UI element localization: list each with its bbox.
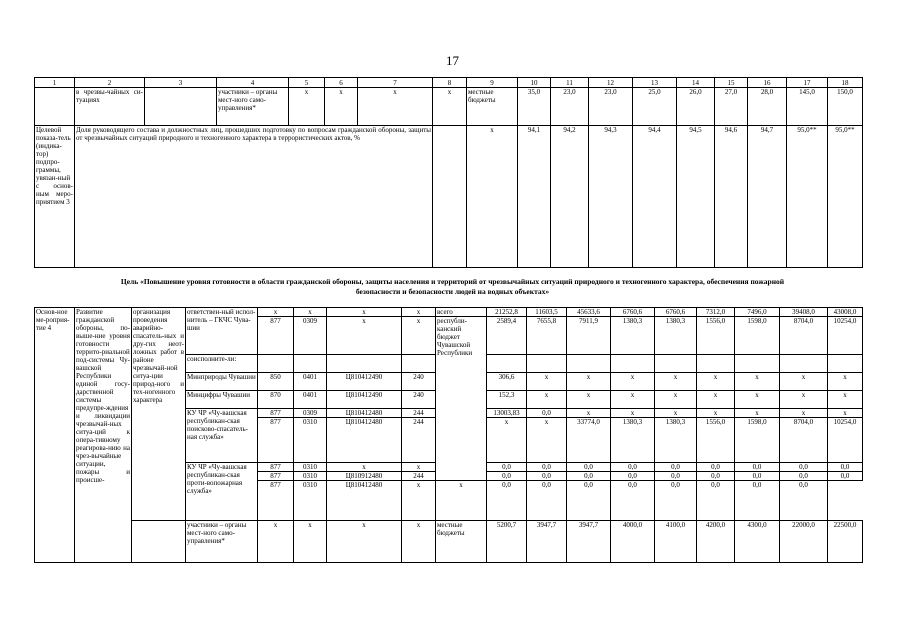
value-cell: 0,0 (780, 463, 828, 472)
column-number: 3 (145, 78, 217, 88)
value-cell: 39408,0 (780, 308, 828, 317)
table-cell: 244 (402, 409, 436, 418)
value-cell: 10254,0 (828, 317, 863, 355)
value-cell: x (735, 373, 780, 391)
value-cell: 8704,0 (780, 418, 828, 463)
value-cell: 94,2 (551, 126, 589, 268)
value-cell: 306,6 (487, 373, 527, 391)
table-row (35, 521, 863, 563)
executor-cell: Минприроды Чувашии (186, 373, 258, 391)
table-cell: 877 (258, 481, 294, 521)
column-number: 14 (677, 78, 715, 88)
value-cell: 0,0 (697, 463, 735, 472)
column-number: 10 (518, 78, 551, 88)
value-cell: 0,0 (655, 463, 697, 472)
value-cell: x (780, 391, 828, 409)
value-cell: 23,0 (589, 88, 633, 126)
table-cell: 850 (258, 373, 294, 391)
funding-source-cell: местные бюджеты (436, 521, 487, 563)
value-cell: x (780, 373, 828, 391)
table-cell: 240 (402, 391, 436, 409)
table-cell: x (327, 317, 402, 355)
column-number: 17 (787, 78, 828, 88)
table-cell: x (467, 126, 518, 268)
table-cell: 877 (258, 409, 294, 418)
table-cell: 0310 (294, 481, 327, 521)
value-cell: 0,0 (527, 463, 567, 472)
value-cell: 1598,0 (735, 418, 780, 463)
value-cell: 150,0 (828, 88, 863, 126)
value-cell: 94,5 (677, 126, 715, 268)
value-cell: 94,6 (715, 126, 748, 268)
table-cell: 244 (402, 472, 436, 481)
value-cell: 3947,7 (527, 521, 567, 563)
value-cell: 6760,6 (655, 308, 697, 317)
table-main-activity-4 (34, 307, 863, 563)
value-cell: 3947,7 (567, 521, 611, 563)
column-number: 8 (433, 78, 467, 88)
value-cell: 0,0 (828, 472, 863, 481)
value-cell: 0,0 (611, 472, 655, 481)
main-activity-title: Развитие гражданской обороны, по-выше-ние уровня готовности террито-риальной под-системы Чу-вашской Республики единой госу-дарственной системы предупре-ждения и ликвидации чрезвычай-ных ситуа-ций к опера-тивному реагирова-нию на чрез-вычайные ситуации, пожары и происше- (75, 308, 132, 563)
table-row (35, 126, 863, 268)
value-cell: x (655, 373, 697, 391)
value-cell: 25,0 (633, 88, 677, 126)
value-cell: 152,3 (487, 391, 527, 409)
value-cell: 94,3 (589, 126, 633, 268)
value-cell: x (735, 409, 780, 418)
table-cell: 0401 (294, 373, 327, 391)
column-number: 11 (551, 78, 589, 88)
table-cell: 0310 (294, 463, 327, 472)
table-cell: Ц810412480 (327, 409, 402, 418)
value-cell: x (735, 391, 780, 409)
value-cell: 0,0 (487, 481, 527, 521)
table-cell: x (294, 308, 327, 317)
value-cell: 0,0 (487, 472, 527, 481)
value-cell: 1556,0 (697, 317, 735, 355)
table-cell: Ц810412490 (327, 391, 402, 409)
value-cell: 10254,0 (828, 418, 863, 463)
value-cell: x (567, 391, 611, 409)
table-cell: 0309 (294, 317, 327, 355)
executor-cell: ответствен-ный испол-нитель – ГКЧС Чува-шии (186, 308, 258, 355)
indicator-label-cell: Целевой показа-тель (индика-тор) подпро-граммы, увязан-ный с основ-ным меро-приятием 3 (35, 126, 75, 268)
value-cell: 26,0 (677, 88, 715, 126)
value-cell: 0,0 (697, 481, 735, 521)
value-cell: 0,0 (611, 463, 655, 472)
value-cell: 0,0 (567, 472, 611, 481)
value-cell: x (697, 373, 735, 391)
value-cell: x (697, 409, 735, 418)
table-cell: x (325, 88, 358, 126)
value-cell: 45633,6 (567, 308, 611, 317)
table-cell: x (402, 521, 436, 563)
goal-heading: Цель «Повышение уровня готовности в области гражданской обороны, защиты населения и территорий от чрезвычайных ситуаций природного и техногенного характера, обеспечения пожарной безопасности и безопасности людей на водных объектах» (120, 277, 785, 296)
table-cell: x (258, 308, 294, 317)
table-row (35, 88, 863, 126)
value-cell: 95,0** (828, 126, 863, 268)
value-cell: 6760,6 (611, 308, 655, 317)
table-cell: 0310 (294, 418, 327, 463)
value-cell: 0,0 (655, 472, 697, 481)
value-cell: 7911,9 (567, 317, 611, 355)
value-cell: 0,0 (697, 472, 735, 481)
table-cell: 877 (258, 463, 294, 472)
table-cell: x (289, 88, 325, 126)
value-cell: 1380,3 (655, 317, 697, 355)
value-cell: x (527, 391, 567, 409)
value-cell: 94,1 (518, 126, 551, 268)
funding-source-cell: местные бюджеты (467, 88, 518, 126)
table-cell: 0310 (294, 472, 327, 481)
value-cell: x (487, 418, 527, 463)
table-row (35, 308, 863, 317)
value-cell: 22000,0 (780, 521, 828, 563)
value-cell: 33774,0 (567, 418, 611, 463)
value-cell: 7496,0 (735, 308, 780, 317)
executor-cell: КУ ЧР «Чу-вашская республикан-ская проти-вопожарная служба» (186, 463, 258, 521)
value-cell: x (611, 409, 655, 418)
value-cell: 27,0 (715, 88, 748, 126)
column-number: 5 (289, 78, 325, 88)
value-cell: x (611, 373, 655, 391)
value-cell: 23,0 (551, 88, 589, 126)
value-cell: 0,0 (487, 463, 527, 472)
value-cell: x (436, 481, 487, 521)
executor-cell: КУ ЧР «Чу-вашская республикан-ская поисково-спасатель-ная служба» (186, 409, 258, 463)
value-cell: 5200,7 (487, 521, 527, 563)
value-cell: 7655,8 (527, 317, 567, 355)
column-number: 4 (217, 78, 289, 88)
executor-cell: участники – органы мест-ного само-управления* (186, 521, 258, 563)
column-number: 18 (828, 78, 863, 88)
column-number: 6 (325, 78, 358, 88)
value-cell: 1380,3 (611, 418, 655, 463)
value-cell: 0,0 (735, 472, 780, 481)
table-cell: Ц810412480 (327, 481, 402, 521)
table-cell: 877 (258, 317, 294, 355)
value-cell: x (828, 391, 863, 409)
table-cell: x (402, 317, 436, 355)
funding-source-cell: республи-канский бюджет Чувашской Республики (436, 317, 487, 481)
value-cell: x (655, 409, 697, 418)
value-cell: x (567, 373, 611, 391)
page-number: 17 (446, 53, 459, 68)
value-cell: 0,0 (527, 409, 567, 418)
table-cell: 0309 (294, 409, 327, 418)
value-cell: 0,0 (527, 472, 567, 481)
table-cell: x (358, 88, 433, 126)
funding-source-cell: всего (436, 308, 487, 317)
value-cell: 7312,0 (697, 308, 735, 317)
value-cell: x (655, 391, 697, 409)
value-cell: 95,0** (787, 126, 828, 268)
value-cell: 43008,0 (828, 308, 863, 317)
value-cell: 1598,0 (735, 317, 780, 355)
value-cell: 4100,0 (655, 521, 697, 563)
indicator-description: Доля руководящего состава и должностных лиц, прошедших подготовку по вопросам гражданской обороны, защиты от чрезвычайных ситуаций природного и техногенного характера в террористических актов, % (75, 126, 433, 268)
value-cell: 22500,0 (828, 521, 863, 563)
value-cell: 0,0 (735, 463, 780, 472)
value-cell: 28,0 (748, 88, 787, 126)
value-cell: 0,0 (567, 481, 611, 521)
table-cell: x (258, 521, 294, 563)
value-cell: x (828, 409, 863, 418)
column-number: 16 (748, 78, 787, 88)
value-cell: 4200,0 (697, 521, 735, 563)
value-cell: 0,0 (611, 481, 655, 521)
table-cell: x (327, 521, 402, 563)
value-cell: x (780, 409, 828, 418)
table-cell: x (294, 521, 327, 563)
table-cell: 244 (402, 418, 436, 463)
value-cell: 0,0 (655, 481, 697, 521)
co-executors-label: соисполните-ли: (186, 355, 258, 373)
column-number: 13 (633, 78, 677, 88)
main-activity-description: организация проведения аварийно-спасатель-ных и дру-гих неот-ложных работ в районе чрезвычай-ной ситуа-ции природ-ного и тех-ногенного характера (132, 308, 186, 521)
value-cell: x (697, 391, 735, 409)
value-cell: 11603,5 (527, 308, 567, 317)
column-number: 15 (715, 78, 748, 88)
value-cell: 0,0 (527, 481, 567, 521)
value-cell: 0,0 (735, 481, 780, 521)
table-cell: 870 (258, 391, 294, 409)
column-number: 1 (35, 78, 75, 88)
value-cell: 94,4 (633, 126, 677, 268)
value-cell: 21252,8 (487, 308, 527, 317)
executor-cell: Минцифры Чувашии (186, 391, 258, 409)
table-cell: x (433, 88, 467, 126)
value-cell: x (828, 373, 863, 391)
table-cell: Ц810412480 (327, 418, 402, 463)
table-cell: x (402, 481, 436, 521)
value-cell: x (527, 373, 567, 391)
value-cell: 2589,4 (487, 317, 527, 355)
table-continuation (34, 77, 863, 268)
table-cell: x (402, 308, 436, 317)
value-cell: 0,0 (828, 463, 863, 472)
table-cell: x (402, 463, 436, 472)
value-cell: x (611, 391, 655, 409)
table-cell: Ц810912480 (327, 472, 402, 481)
main-activity-label: Основ-ное ме-роприя-тие 4 (35, 308, 75, 563)
executor-cell: участники – органы мест-ного само-управления* (217, 88, 289, 126)
task-cell: в чрезвы-чайных си-туациях (75, 88, 145, 126)
table-cell: Ц810412490 (327, 373, 402, 391)
table-cell: 0401 (294, 391, 327, 409)
table-cell: 877 (258, 472, 294, 481)
value-cell: 0,0 (780, 481, 828, 521)
value-cell: 1556,0 (697, 418, 735, 463)
value-cell: 13003,83 (487, 409, 527, 418)
column-number: 7 (358, 78, 433, 88)
column-number: 12 (589, 78, 633, 88)
value-cell: 145,0 (787, 88, 828, 126)
column-number-header-row (35, 78, 863, 88)
column-number: 9 (467, 78, 518, 88)
value-cell: 0,0 (567, 463, 611, 472)
value-cell: 35,0 (518, 88, 551, 126)
value-cell: 1380,3 (655, 418, 697, 463)
value-cell: x (567, 409, 611, 418)
value-cell: 4000,0 (611, 521, 655, 563)
value-cell: 4300,0 (735, 521, 780, 563)
table-cell: 877 (258, 418, 294, 463)
column-number: 2 (75, 78, 145, 88)
table-cell: x (327, 463, 402, 472)
table-cell: x (327, 308, 402, 317)
table-cell: 240 (402, 373, 436, 391)
value-cell: 1380,3 (611, 317, 655, 355)
value-cell: 94,7 (748, 126, 787, 268)
value-cell: 0,0 (780, 472, 828, 481)
value-cell: x (527, 418, 567, 463)
value-cell: 8704,0 (780, 317, 828, 355)
